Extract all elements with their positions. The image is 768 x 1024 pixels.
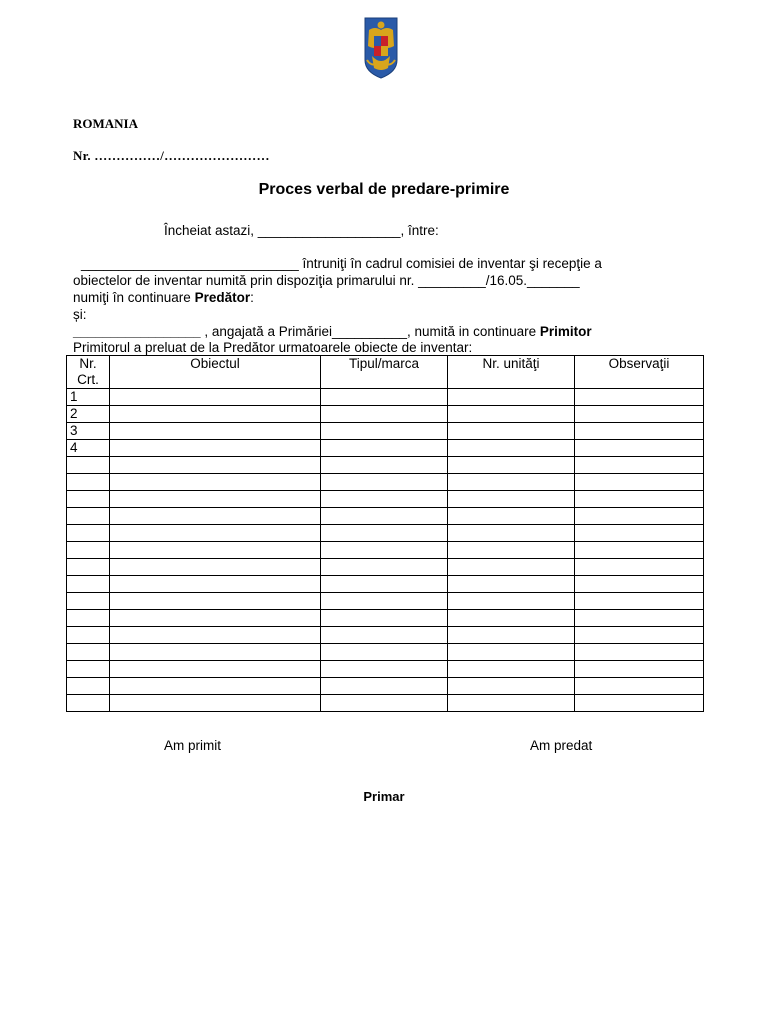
- document-title: Proces verbal de predare-primire: [258, 181, 510, 198]
- receiver-label: Primitor: [539, 324, 592, 339]
- table-cell: [448, 593, 575, 610]
- table-cell: [321, 491, 448, 508]
- table-cell: [110, 576, 321, 593]
- table-cell: [575, 576, 704, 593]
- table-row: [67, 627, 704, 644]
- table-cell: [575, 525, 704, 542]
- inventory-table: [66, 355, 704, 712]
- table-cell: [575, 457, 704, 474]
- row-number-cell: [67, 678, 110, 695]
- row-number-cell: [67, 525, 110, 542]
- table-cell: [110, 610, 321, 627]
- table-cell: [448, 661, 575, 678]
- table-cell: [110, 542, 321, 559]
- table-cell: [575, 389, 704, 406]
- table-cell: [110, 389, 321, 406]
- header-nr-crt: Nr. Crt.: [67, 356, 110, 389]
- table-cell: [321, 542, 448, 559]
- table-cell: [321, 457, 448, 474]
- table-cell: [448, 525, 575, 542]
- table-cell: [321, 695, 448, 712]
- table-cell: [110, 593, 321, 610]
- and-label: și:: [73, 307, 87, 322]
- table-row: [67, 576, 704, 593]
- row-number-cell: [67, 508, 110, 525]
- table-cell: [110, 627, 321, 644]
- table-cell: [110, 661, 321, 678]
- table-body: [67, 389, 704, 712]
- row-number-cell: 2: [67, 406, 110, 423]
- table-row: [67, 610, 704, 627]
- committee-line-1: _____________________________ întruniţi în cadrul comisiei de inventar şi recepţie a: [81, 256, 602, 271]
- receiver-line-1: [73, 323, 592, 340]
- table-cell: [575, 423, 704, 440]
- table-row: [67, 508, 704, 525]
- row-number-cell: [67, 661, 110, 678]
- table-row: [67, 559, 704, 576]
- table-cell: [575, 627, 704, 644]
- table-row: [67, 389, 704, 406]
- table-row: [67, 474, 704, 491]
- table-cell: [575, 474, 704, 491]
- table-cell: [448, 474, 575, 491]
- table-cell: [575, 678, 704, 695]
- receiver-intro-text: , angajată a Primăriei__________, numită in continuare: [200, 324, 540, 339]
- table-cell: [110, 491, 321, 508]
- table-cell: [321, 627, 448, 644]
- table-cell: [448, 644, 575, 661]
- table-cell: [448, 695, 575, 712]
- table-cell: [321, 389, 448, 406]
- row-number-cell: 1: [67, 389, 110, 406]
- table-cell: [110, 474, 321, 491]
- document-number: Nr. ……………/……………………: [73, 148, 270, 163]
- deliverer-colon: :: [250, 290, 254, 305]
- receiver-name-blank: _________________: [73, 324, 201, 339]
- country-label: ROMANIA: [73, 116, 138, 131]
- table-cell: [575, 440, 704, 457]
- table-row: [67, 593, 704, 610]
- table-cell: [321, 593, 448, 610]
- table-cell: [321, 644, 448, 661]
- table-cell: [448, 542, 575, 559]
- table-cell: [575, 695, 704, 712]
- row-number-cell: [67, 474, 110, 491]
- table-row: [67, 542, 704, 559]
- table-cell: [110, 508, 321, 525]
- table-cell: [575, 593, 704, 610]
- table-cell: [110, 525, 321, 542]
- row-number-cell: [67, 491, 110, 508]
- table-cell: [448, 627, 575, 644]
- table-cell: [321, 559, 448, 576]
- table-cell: [110, 457, 321, 474]
- row-number-cell: 3: [67, 423, 110, 440]
- table-cell: [448, 423, 575, 440]
- table-cell: [575, 644, 704, 661]
- table-cell: [110, 678, 321, 695]
- row-number-cell: [67, 695, 110, 712]
- table-cell: [448, 559, 575, 576]
- received-signature-label: Am primit: [164, 738, 221, 753]
- table-cell: [110, 423, 321, 440]
- table-row: [67, 644, 704, 661]
- table-cell: [448, 678, 575, 695]
- committee-line-3: [73, 289, 254, 306]
- header-units: Nr. unităţi: [448, 356, 575, 389]
- table-cell: [321, 661, 448, 678]
- table-cell: [448, 491, 575, 508]
- table-cell: [575, 406, 704, 423]
- table-cell: [321, 423, 448, 440]
- table-cell: [321, 440, 448, 457]
- row-number-cell: 4: [67, 440, 110, 457]
- deliverer-label: Predător: [194, 290, 251, 305]
- mayor-label: Primar: [363, 789, 405, 804]
- table-cell: [575, 542, 704, 559]
- table-cell: [110, 559, 321, 576]
- table-cell: [575, 610, 704, 627]
- table-cell: [321, 406, 448, 423]
- table-row: [67, 406, 704, 423]
- table-cell: [575, 661, 704, 678]
- committee-line-2: obiectelor de inventar numită prin dispoziţia primarului nr. _________/16.05._______: [73, 273, 580, 288]
- concluded-date-line: Încheiat astazi, ___________________, între:: [164, 223, 439, 238]
- table-header-row: [67, 356, 704, 389]
- table-cell: [110, 644, 321, 661]
- table-row: [67, 695, 704, 712]
- row-number-cell: [67, 559, 110, 576]
- table-row: [67, 457, 704, 474]
- row-number-cell: [67, 593, 110, 610]
- table-cell: [321, 678, 448, 695]
- table-cell: [448, 389, 575, 406]
- table-cell: [321, 474, 448, 491]
- row-number-cell: [67, 457, 110, 474]
- table-cell: [575, 491, 704, 508]
- delivered-signature-label: Am predat: [530, 738, 593, 753]
- table-cell: [448, 457, 575, 474]
- table-row: [67, 440, 704, 457]
- row-number-cell: [67, 576, 110, 593]
- coat-of-arms-logo: [363, 16, 399, 80]
- header-object: Obiectul: [110, 356, 321, 389]
- table-cell: [321, 610, 448, 627]
- row-number-cell: [67, 542, 110, 559]
- table-row: [67, 491, 704, 508]
- table-cell: [575, 508, 704, 525]
- table-cell: [448, 576, 575, 593]
- table-cell: [321, 508, 448, 525]
- table-row: [67, 525, 704, 542]
- table-cell: [448, 610, 575, 627]
- deliverer-intro-text: numiţi în continuare: [73, 290, 195, 305]
- table-cell: [321, 525, 448, 542]
- row-number-cell: [67, 644, 110, 661]
- table-cell: [110, 406, 321, 423]
- table-cell: [448, 440, 575, 457]
- header-type-brand: Tipul/marca: [321, 356, 448, 389]
- receiver-line-2: Primitorul a preluat de la Predător urmatoarele obiecte de inventar:: [73, 340, 473, 355]
- table-row: [67, 423, 704, 440]
- table-row: [67, 678, 704, 695]
- table-cell: [575, 559, 704, 576]
- table-cell: [110, 440, 321, 457]
- table-cell: [448, 406, 575, 423]
- table-cell: [321, 576, 448, 593]
- row-number-cell: [67, 627, 110, 644]
- header-observations: Observaţii: [575, 356, 704, 389]
- table-cell: [448, 508, 575, 525]
- table-row: [67, 661, 704, 678]
- table-cell: [110, 695, 321, 712]
- row-number-cell: [67, 610, 110, 627]
